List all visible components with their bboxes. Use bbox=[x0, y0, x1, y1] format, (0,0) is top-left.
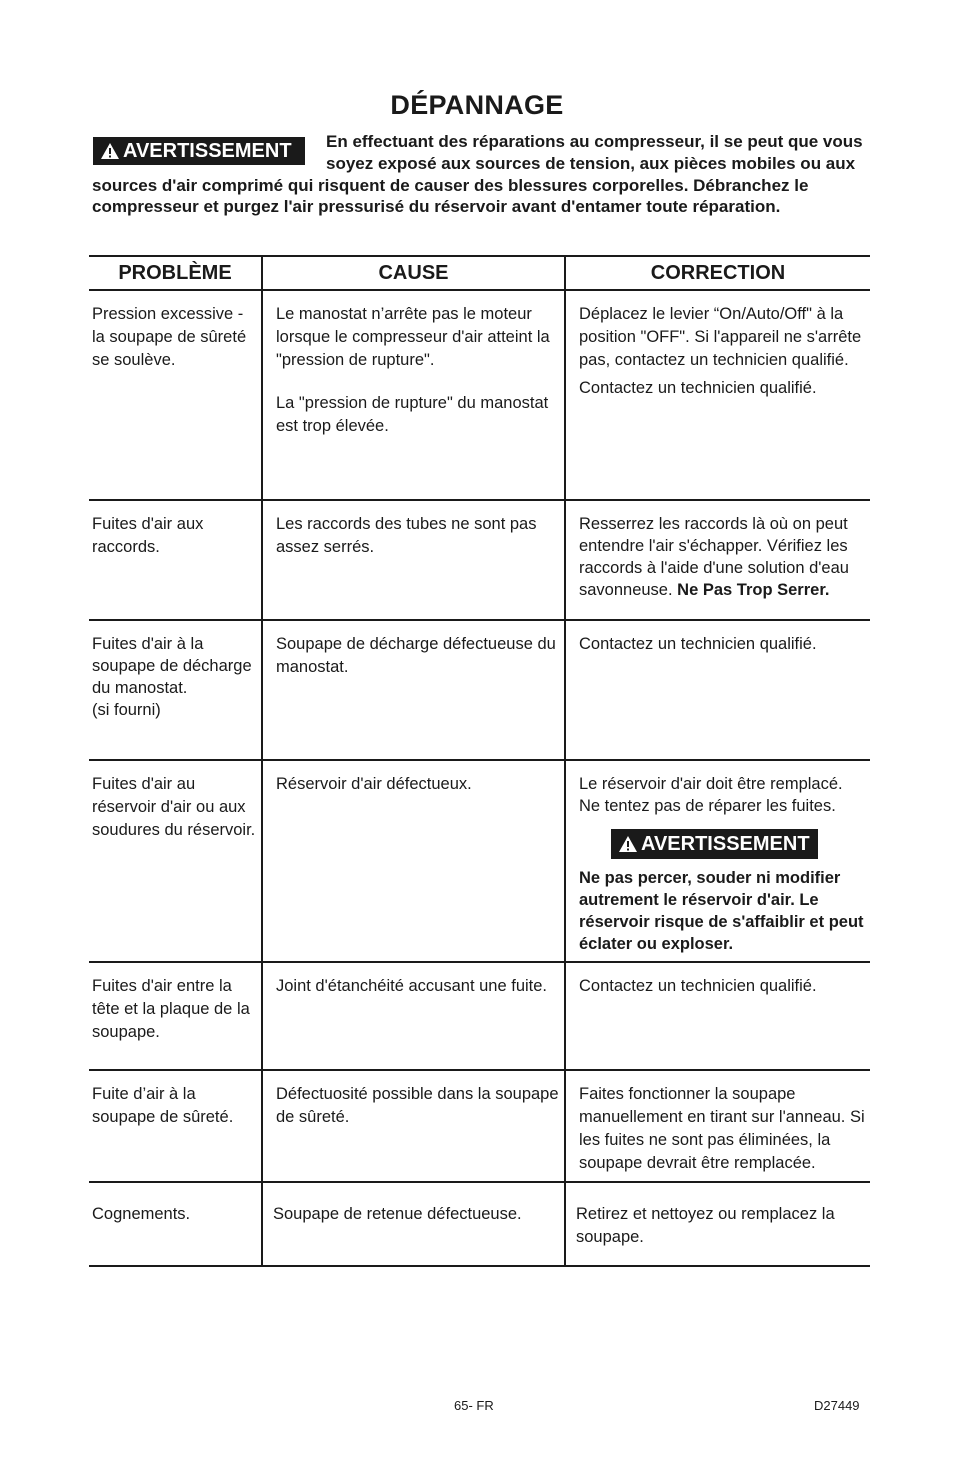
correction-emphasis: Ne Pas Trop Serrer. bbox=[677, 581, 830, 599]
problem-cell: Fuites d'air au réservoir d'air ou aux soudures du réservoir. bbox=[89, 760, 262, 962]
table-row bbox=[89, 962, 870, 1070]
problem-text: Fuites d'air à la soupape de décharge du manostat. bbox=[92, 635, 252, 697]
table-row bbox=[89, 1182, 870, 1266]
cause-text: Le manostat n’arrête pas le moteur lorsque le compresseur d'air atteint la "pression de rupture". bbox=[276, 305, 550, 369]
table-header-row bbox=[89, 256, 870, 290]
cause-cell: Réservoir d'air défectueux. bbox=[262, 760, 565, 962]
table-row bbox=[89, 1070, 870, 1182]
troubleshooting-table bbox=[89, 255, 870, 1267]
cause-cell: Joint d'étanchéité accusant une fuite. bbox=[262, 962, 565, 1070]
cause-cell bbox=[262, 290, 565, 500]
correction-text: Le réservoir d'air doit être remplacé. Ne tentez pas de réparer les fuites. bbox=[579, 775, 843, 815]
header-correction: CORRECTION bbox=[565, 256, 870, 290]
problem-cell: Fuites d'air entre la tête et la plaque de la soupape. bbox=[89, 962, 262, 1070]
correction-cell: Contactez un technicien qualifié. bbox=[565, 962, 870, 1070]
correction-cell: Faites fonctionner la soupape manuellement en tirant sur l'anneau. Si les fuites ne sont pas éliminées, la soupape devrait être remplacée. bbox=[565, 1070, 870, 1182]
table-row bbox=[89, 620, 870, 760]
warning-label: AVERTISSEMENT bbox=[123, 140, 292, 162]
warning-badge bbox=[611, 829, 818, 859]
table-row bbox=[89, 760, 870, 962]
header-problem: PROBLÈME bbox=[89, 256, 262, 290]
cause-cell: Les raccords des tubes ne sont pas assez serrés. bbox=[262, 500, 565, 620]
cause-cell: Défectuosité possible dans la soupape de sûreté. bbox=[262, 1070, 565, 1182]
problem-note: (si fourni) bbox=[92, 701, 161, 719]
cause-cell: Soupape de décharge défectueuse du manostat. bbox=[262, 620, 565, 760]
table-row bbox=[89, 290, 870, 500]
header-cause: CAUSE bbox=[262, 256, 565, 290]
problem-cell: Cognements. bbox=[89, 1182, 262, 1266]
correction-cell bbox=[565, 760, 870, 962]
warning-text: En effectuant des réparations au compresseur, il se peut que vous soyez exposé aux sources de tension, aux pièces mobiles ou aux sources d'air comprimé qui risquent de causer des blessures corporelles. Débranchez le compresseur et purgez l'air pressurisé du réservoir avant d'entamer toute réparation. bbox=[92, 132, 863, 217]
cause-text: La "pression de rupture" du manostat est trop élevée. bbox=[276, 394, 549, 435]
page-title: DÉPANNAGE bbox=[390, 90, 564, 120]
cause-cell: Soupape de retenue défectueuse. bbox=[262, 1182, 565, 1266]
page-number: 65- FR bbox=[454, 1398, 494, 1413]
correction-cell bbox=[565, 290, 870, 500]
document-id: D27449 bbox=[814, 1398, 860, 1413]
correction-cell: Retirez et nettoyez ou remplacez la soupape. bbox=[565, 1182, 870, 1266]
warning-paragraph bbox=[92, 131, 872, 218]
problem-cell: Fuites d'air aux raccords. bbox=[89, 500, 262, 620]
warning-text: Ne pas percer, souder ni modifier autrement le réservoir d'air. Le réservoir risque de s'affaiblir et peut éclater ou exploser. bbox=[579, 869, 864, 953]
correction-cell bbox=[565, 500, 870, 620]
correction-cell: Contactez un technicien qualifié. bbox=[565, 620, 870, 760]
correction-text: Contactez un technicien qualifié. bbox=[579, 379, 817, 397]
warning-triangle-icon bbox=[619, 836, 637, 852]
problem-cell: Pression excessive - la soupape de sûreté se soulève. bbox=[89, 290, 262, 500]
problem-cell: Fuite d’air à la soupape de sûreté. bbox=[89, 1070, 262, 1182]
table-row bbox=[89, 500, 870, 620]
warning-label: AVERTISSEMENT bbox=[641, 833, 810, 855]
correction-text: Resserrez les raccords là où on peut entendre l'air s'échapper. Vérifiez les raccords à l'aide d'une solution d'eau savonneuse. bbox=[579, 515, 849, 599]
problem-cell bbox=[89, 620, 262, 760]
correction-text: Déplacez le levier “On/Auto/Off" à la position "OFF". Si l'appareil ne s'arrête pas, contactez un technicien qualifié. bbox=[579, 305, 862, 369]
